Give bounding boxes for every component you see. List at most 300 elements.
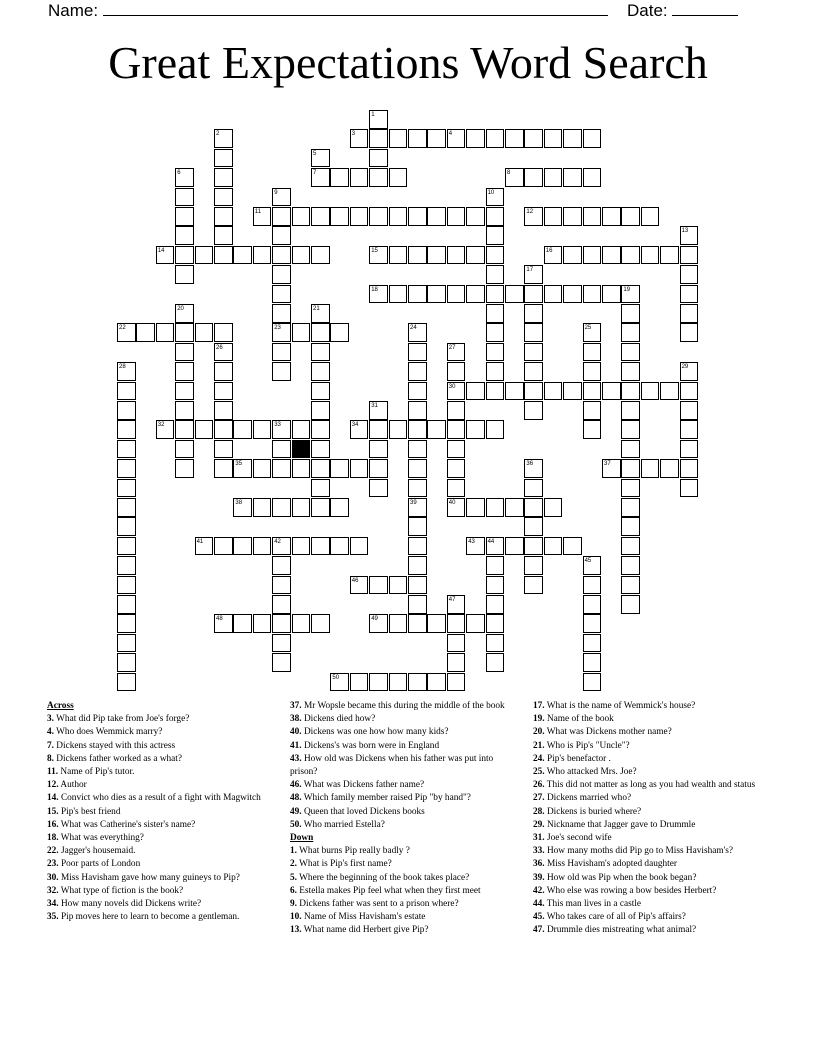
grid-cell[interactable] <box>680 362 699 381</box>
grid-cell[interactable] <box>680 304 699 323</box>
grid-cell[interactable] <box>524 498 543 517</box>
grid-cell[interactable] <box>486 188 505 207</box>
grid-cell[interactable] <box>369 129 388 148</box>
grid-cell[interactable] <box>621 576 640 595</box>
grid-cell[interactable] <box>233 246 252 265</box>
grid-cell[interactable] <box>486 304 505 323</box>
grid-cell[interactable] <box>272 323 291 342</box>
grid-cell[interactable] <box>602 246 621 265</box>
grid-cell[interactable] <box>369 207 388 226</box>
grid-cell[interactable] <box>427 420 446 439</box>
grid-cell[interactable] <box>466 614 485 633</box>
grid-cell[interactable] <box>272 304 291 323</box>
grid-cell[interactable] <box>350 129 369 148</box>
grid-cell[interactable] <box>292 498 311 517</box>
grid-cell[interactable] <box>272 246 291 265</box>
grid-cell[interactable] <box>466 382 485 401</box>
grid-cell[interactable] <box>408 614 427 633</box>
grid-cell[interactable] <box>233 614 252 633</box>
grid-cell[interactable] <box>350 207 369 226</box>
grid-cell[interactable] <box>330 168 349 187</box>
grid-cell[interactable] <box>117 595 136 614</box>
grid-cell[interactable] <box>583 343 602 362</box>
grid-cell[interactable] <box>175 382 194 401</box>
grid-cell[interactable] <box>583 323 602 342</box>
grid-cell[interactable] <box>175 323 194 342</box>
grid-cell[interactable] <box>272 420 291 439</box>
grid-cell[interactable] <box>272 634 291 653</box>
grid-cell[interactable] <box>369 614 388 633</box>
grid-cell[interactable] <box>427 246 446 265</box>
grid-cell[interactable] <box>214 382 233 401</box>
grid-cell[interactable] <box>117 517 136 536</box>
grid-cell[interactable] <box>621 595 640 614</box>
grid-cell[interactable] <box>621 537 640 556</box>
grid-cell[interactable] <box>175 440 194 459</box>
grid-cell[interactable] <box>641 246 660 265</box>
grid-cell[interactable] <box>427 285 446 304</box>
grid-cell[interactable] <box>563 207 582 226</box>
grid-cell[interactable] <box>175 343 194 362</box>
grid-cell[interactable] <box>427 673 446 692</box>
grid-cell[interactable] <box>272 362 291 381</box>
grid-cell[interactable] <box>214 207 233 226</box>
grid-cell[interactable] <box>369 459 388 478</box>
grid-cell[interactable] <box>389 168 408 187</box>
grid-cell[interactable] <box>408 673 427 692</box>
grid-cell[interactable] <box>621 401 640 420</box>
grid-cell[interactable] <box>447 479 466 498</box>
grid-cell[interactable] <box>311 362 330 381</box>
grid-cell[interactable] <box>486 498 505 517</box>
grid-cell[interactable] <box>272 595 291 614</box>
grid-cell[interactable] <box>136 323 155 342</box>
grid-cell[interactable] <box>583 362 602 381</box>
grid-cell[interactable] <box>311 168 330 187</box>
grid-cell[interactable] <box>369 420 388 439</box>
grid-cell[interactable] <box>447 614 466 633</box>
grid-cell[interactable] <box>117 614 136 633</box>
grid-cell[interactable] <box>621 440 640 459</box>
grid-cell[interactable] <box>544 168 563 187</box>
grid-cell[interactable] <box>583 246 602 265</box>
grid-cell[interactable] <box>486 226 505 245</box>
grid-cell[interactable] <box>621 420 640 439</box>
grid-cell[interactable] <box>311 401 330 420</box>
grid-cell[interactable] <box>369 285 388 304</box>
grid-cell[interactable] <box>583 673 602 692</box>
grid-cell[interactable] <box>447 382 466 401</box>
grid-cell[interactable] <box>117 440 136 459</box>
grid-cell[interactable] <box>408 129 427 148</box>
grid-cell[interactable] <box>175 304 194 323</box>
grid-cell[interactable] <box>466 246 485 265</box>
grid-cell[interactable] <box>214 537 233 556</box>
grid-cell[interactable] <box>486 285 505 304</box>
grid-cell[interactable] <box>233 459 252 478</box>
grid-cell[interactable] <box>486 634 505 653</box>
grid-cell[interactable] <box>486 362 505 381</box>
grid-cell[interactable] <box>486 653 505 672</box>
grid-cell[interactable] <box>408 246 427 265</box>
grid-cell[interactable] <box>583 285 602 304</box>
grid-cell[interactable] <box>117 382 136 401</box>
grid-cell[interactable] <box>292 207 311 226</box>
grid-cell[interactable] <box>253 459 272 478</box>
grid-cell[interactable] <box>486 420 505 439</box>
grid-cell[interactable] <box>350 537 369 556</box>
grid-cell[interactable] <box>272 556 291 575</box>
grid-cell[interactable] <box>447 129 466 148</box>
grid-cell[interactable] <box>524 129 543 148</box>
grid-cell[interactable] <box>311 343 330 362</box>
grid-cell[interactable] <box>621 246 640 265</box>
grid-cell[interactable] <box>602 382 621 401</box>
grid-cell[interactable] <box>214 149 233 168</box>
grid-cell[interactable] <box>389 420 408 439</box>
grid-cell[interactable] <box>214 188 233 207</box>
grid-cell[interactable] <box>330 207 349 226</box>
grid-cell[interactable] <box>369 168 388 187</box>
grid-cell[interactable] <box>117 459 136 478</box>
grid-cell[interactable] <box>311 304 330 323</box>
grid-cell[interactable] <box>408 362 427 381</box>
grid-cell[interactable] <box>253 614 272 633</box>
grid-cell[interactable] <box>330 537 349 556</box>
grid-cell[interactable] <box>175 207 194 226</box>
grid-cell[interactable] <box>408 285 427 304</box>
grid-cell[interactable] <box>389 207 408 226</box>
grid-cell[interactable] <box>156 246 175 265</box>
grid-cell[interactable] <box>486 614 505 633</box>
grid-cell[interactable] <box>408 440 427 459</box>
grid-cell[interactable] <box>408 576 427 595</box>
grid-cell[interactable] <box>408 595 427 614</box>
grid-cell[interactable] <box>214 246 233 265</box>
grid-cell[interactable] <box>486 207 505 226</box>
grid-cell[interactable] <box>486 382 505 401</box>
grid-cell[interactable] <box>486 537 505 556</box>
grid-cell[interactable] <box>330 323 349 342</box>
grid-cell[interactable] <box>466 285 485 304</box>
grid-cell[interactable] <box>389 614 408 633</box>
grid-cell[interactable] <box>524 323 543 342</box>
grid-cell[interactable] <box>641 207 660 226</box>
grid-cell[interactable] <box>563 168 582 187</box>
grid-cell[interactable] <box>408 537 427 556</box>
grid-cell[interactable] <box>117 634 136 653</box>
grid-cell[interactable] <box>408 517 427 536</box>
grid-cell[interactable] <box>447 459 466 478</box>
grid-cell[interactable] <box>214 440 233 459</box>
grid-cell[interactable] <box>544 498 563 517</box>
grid-cell[interactable] <box>117 537 136 556</box>
grid-cell[interactable] <box>680 246 699 265</box>
grid-cell[interactable] <box>466 498 485 517</box>
grid-cell[interactable] <box>583 614 602 633</box>
grid-cell[interactable] <box>389 285 408 304</box>
grid-cell[interactable] <box>369 401 388 420</box>
grid-cell[interactable] <box>292 323 311 342</box>
grid-cell[interactable] <box>680 323 699 342</box>
grid-cell[interactable] <box>233 420 252 439</box>
grid-cell[interactable] <box>544 129 563 148</box>
grid-cell[interactable] <box>447 343 466 362</box>
grid-cell[interactable] <box>330 459 349 478</box>
grid-cell[interactable] <box>680 226 699 245</box>
grid-cell[interactable] <box>505 382 524 401</box>
grid-cell[interactable] <box>214 401 233 420</box>
grid-cell[interactable] <box>563 537 582 556</box>
grid-cell[interactable] <box>195 420 214 439</box>
grid-cell[interactable] <box>369 246 388 265</box>
grid-cell[interactable] <box>175 420 194 439</box>
grid-cell[interactable] <box>350 420 369 439</box>
grid-cell[interactable] <box>253 207 272 226</box>
grid-cell[interactable] <box>583 653 602 672</box>
grid-cell[interactable] <box>486 265 505 284</box>
grid-cell[interactable] <box>272 265 291 284</box>
grid-cell[interactable] <box>524 556 543 575</box>
grid-cell[interactable] <box>544 207 563 226</box>
grid-cell[interactable] <box>175 168 194 187</box>
grid-cell[interactable] <box>660 459 679 478</box>
grid-cell[interactable] <box>292 537 311 556</box>
grid-cell[interactable] <box>486 323 505 342</box>
grid-cell[interactable] <box>427 207 446 226</box>
grid-cell[interactable] <box>175 362 194 381</box>
grid-cell[interactable] <box>311 498 330 517</box>
grid-cell[interactable] <box>117 673 136 692</box>
grid-cell[interactable] <box>311 382 330 401</box>
grid-cell[interactable] <box>680 285 699 304</box>
grid-cell[interactable] <box>486 595 505 614</box>
grid-cell[interactable] <box>621 517 640 536</box>
grid-cell[interactable] <box>583 207 602 226</box>
grid-cell[interactable] <box>524 401 543 420</box>
grid-cell[interactable] <box>524 343 543 362</box>
grid-cell[interactable] <box>272 614 291 633</box>
grid-cell[interactable] <box>117 556 136 575</box>
grid-cell[interactable] <box>486 246 505 265</box>
grid-cell[interactable] <box>117 401 136 420</box>
grid-cell[interactable] <box>621 323 640 342</box>
grid-cell[interactable] <box>408 382 427 401</box>
grid-cell[interactable] <box>641 459 660 478</box>
grid-cell[interactable] <box>621 459 640 478</box>
grid-cell[interactable] <box>447 285 466 304</box>
grid-cell[interactable] <box>466 129 485 148</box>
grid-cell[interactable] <box>272 653 291 672</box>
grid-cell[interactable] <box>292 614 311 633</box>
grid-cell[interactable] <box>447 246 466 265</box>
grid-cell[interactable] <box>583 420 602 439</box>
grid-cell[interactable] <box>621 343 640 362</box>
grid-cell[interactable] <box>311 246 330 265</box>
grid-cell[interactable] <box>272 343 291 362</box>
grid-cell[interactable] <box>311 479 330 498</box>
grid-cell[interactable] <box>524 382 543 401</box>
grid-cell[interactable] <box>311 420 330 439</box>
grid-cell[interactable] <box>311 459 330 478</box>
grid-cell[interactable] <box>195 537 214 556</box>
grid-cell[interactable] <box>583 382 602 401</box>
grid-cell[interactable] <box>486 343 505 362</box>
grid-cell[interactable] <box>233 498 252 517</box>
grid-cell[interactable] <box>292 459 311 478</box>
grid-cell[interactable] <box>680 459 699 478</box>
grid-cell[interactable] <box>447 440 466 459</box>
grid-cell[interactable] <box>156 323 175 342</box>
grid-cell[interactable] <box>563 382 582 401</box>
grid-cell[interactable] <box>408 343 427 362</box>
grid-cell[interactable] <box>408 459 427 478</box>
grid-cell[interactable] <box>117 576 136 595</box>
grid-cell[interactable] <box>175 265 194 284</box>
grid-cell[interactable] <box>680 479 699 498</box>
grid-cell[interactable] <box>680 420 699 439</box>
grid-cell[interactable] <box>563 246 582 265</box>
grid-cell[interactable] <box>544 246 563 265</box>
grid-cell[interactable] <box>214 614 233 633</box>
grid-cell[interactable] <box>524 479 543 498</box>
grid-cell[interactable] <box>447 207 466 226</box>
grid-cell[interactable] <box>621 382 640 401</box>
grid-cell[interactable] <box>272 576 291 595</box>
grid-cell[interactable] <box>389 576 408 595</box>
grid-cell[interactable] <box>369 576 388 595</box>
grid-cell[interactable] <box>214 168 233 187</box>
grid-cell[interactable] <box>369 110 388 129</box>
grid-cell[interactable] <box>292 246 311 265</box>
grid-cell[interactable] <box>447 362 466 381</box>
grid-cell[interactable] <box>447 420 466 439</box>
grid-cell[interactable] <box>621 285 640 304</box>
grid-cell[interactable] <box>505 498 524 517</box>
grid-cell[interactable] <box>117 420 136 439</box>
grid-cell[interactable] <box>583 634 602 653</box>
grid-cell[interactable] <box>466 207 485 226</box>
grid-cell[interactable] <box>505 168 524 187</box>
grid-cell[interactable] <box>330 673 349 692</box>
grid-cell[interactable] <box>486 129 505 148</box>
grid-cell[interactable] <box>408 323 427 342</box>
grid-cell[interactable] <box>524 207 543 226</box>
grid-cell[interactable] <box>350 168 369 187</box>
grid-cell[interactable] <box>524 168 543 187</box>
grid-cell[interactable] <box>117 498 136 517</box>
grid-cell[interactable] <box>369 479 388 498</box>
grid-cell[interactable] <box>680 440 699 459</box>
grid-cell[interactable] <box>505 129 524 148</box>
grid-cell[interactable] <box>408 420 427 439</box>
grid-cell[interactable] <box>563 285 582 304</box>
grid-cell[interactable] <box>369 673 388 692</box>
grid-cell[interactable] <box>214 343 233 362</box>
grid-cell[interactable] <box>369 440 388 459</box>
grid-cell[interactable] <box>524 537 543 556</box>
grid-cell[interactable] <box>272 440 291 459</box>
grid-cell[interactable] <box>389 129 408 148</box>
grid-cell[interactable] <box>660 246 679 265</box>
grid-cell[interactable] <box>195 246 214 265</box>
grid-cell[interactable] <box>311 440 330 459</box>
grid-cell[interactable] <box>621 498 640 517</box>
grid-cell[interactable] <box>583 129 602 148</box>
grid-cell[interactable] <box>524 576 543 595</box>
grid-cell[interactable] <box>272 188 291 207</box>
grid-cell[interactable] <box>524 304 543 323</box>
grid-cell[interactable] <box>272 285 291 304</box>
grid-cell[interactable] <box>583 401 602 420</box>
grid-cell[interactable] <box>350 673 369 692</box>
grid-cell[interactable] <box>311 537 330 556</box>
grid-cell[interactable] <box>350 576 369 595</box>
grid-cell[interactable] <box>602 459 621 478</box>
grid-cell[interactable] <box>621 207 640 226</box>
grid-cell[interactable] <box>583 595 602 614</box>
grid-cell[interactable] <box>156 420 175 439</box>
grid-cell[interactable] <box>660 382 679 401</box>
grid-cell[interactable] <box>466 420 485 439</box>
grid-cell[interactable] <box>447 673 466 692</box>
grid-cell[interactable] <box>447 498 466 517</box>
grid-cell[interactable] <box>117 323 136 342</box>
grid-cell[interactable] <box>272 226 291 245</box>
grid-cell[interactable] <box>583 556 602 575</box>
grid-cell[interactable] <box>524 265 543 284</box>
grid-cell[interactable] <box>272 459 291 478</box>
grid-cell[interactable] <box>272 498 291 517</box>
grid-cell[interactable] <box>427 614 446 633</box>
grid-cell[interactable] <box>466 537 485 556</box>
grid-cell[interactable] <box>544 382 563 401</box>
grid-cell[interactable] <box>233 537 252 556</box>
grid-cell[interactable] <box>292 420 311 439</box>
grid-cell[interactable] <box>408 556 427 575</box>
grid-cell[interactable] <box>330 498 349 517</box>
grid-cell[interactable] <box>253 537 272 556</box>
grid-cell[interactable] <box>524 285 543 304</box>
grid-cell[interactable] <box>505 285 524 304</box>
grid-cell[interactable] <box>389 246 408 265</box>
grid-cell[interactable] <box>583 168 602 187</box>
grid-cell[interactable] <box>486 556 505 575</box>
grid-cell[interactable] <box>486 576 505 595</box>
grid-cell[interactable] <box>563 129 582 148</box>
grid-cell[interactable] <box>680 265 699 284</box>
grid-cell[interactable] <box>680 382 699 401</box>
grid-cell[interactable] <box>214 323 233 342</box>
grid-cell[interactable] <box>272 537 291 556</box>
grid-cell[interactable] <box>621 304 640 323</box>
grid-cell[interactable] <box>117 479 136 498</box>
grid-cell[interactable] <box>175 226 194 245</box>
grid-cell[interactable] <box>602 285 621 304</box>
grid-cell[interactable] <box>621 479 640 498</box>
grid-cell[interactable] <box>175 246 194 265</box>
grid-cell[interactable] <box>253 498 272 517</box>
grid-cell[interactable] <box>175 401 194 420</box>
grid-cell[interactable] <box>524 362 543 381</box>
grid-cell[interactable] <box>447 634 466 653</box>
grid-cell[interactable] <box>117 653 136 672</box>
grid-cell[interactable] <box>117 362 136 381</box>
grid-cell[interactable] <box>214 459 233 478</box>
grid-cell[interactable] <box>311 149 330 168</box>
grid-cell[interactable] <box>583 576 602 595</box>
grid-cell[interactable] <box>214 362 233 381</box>
